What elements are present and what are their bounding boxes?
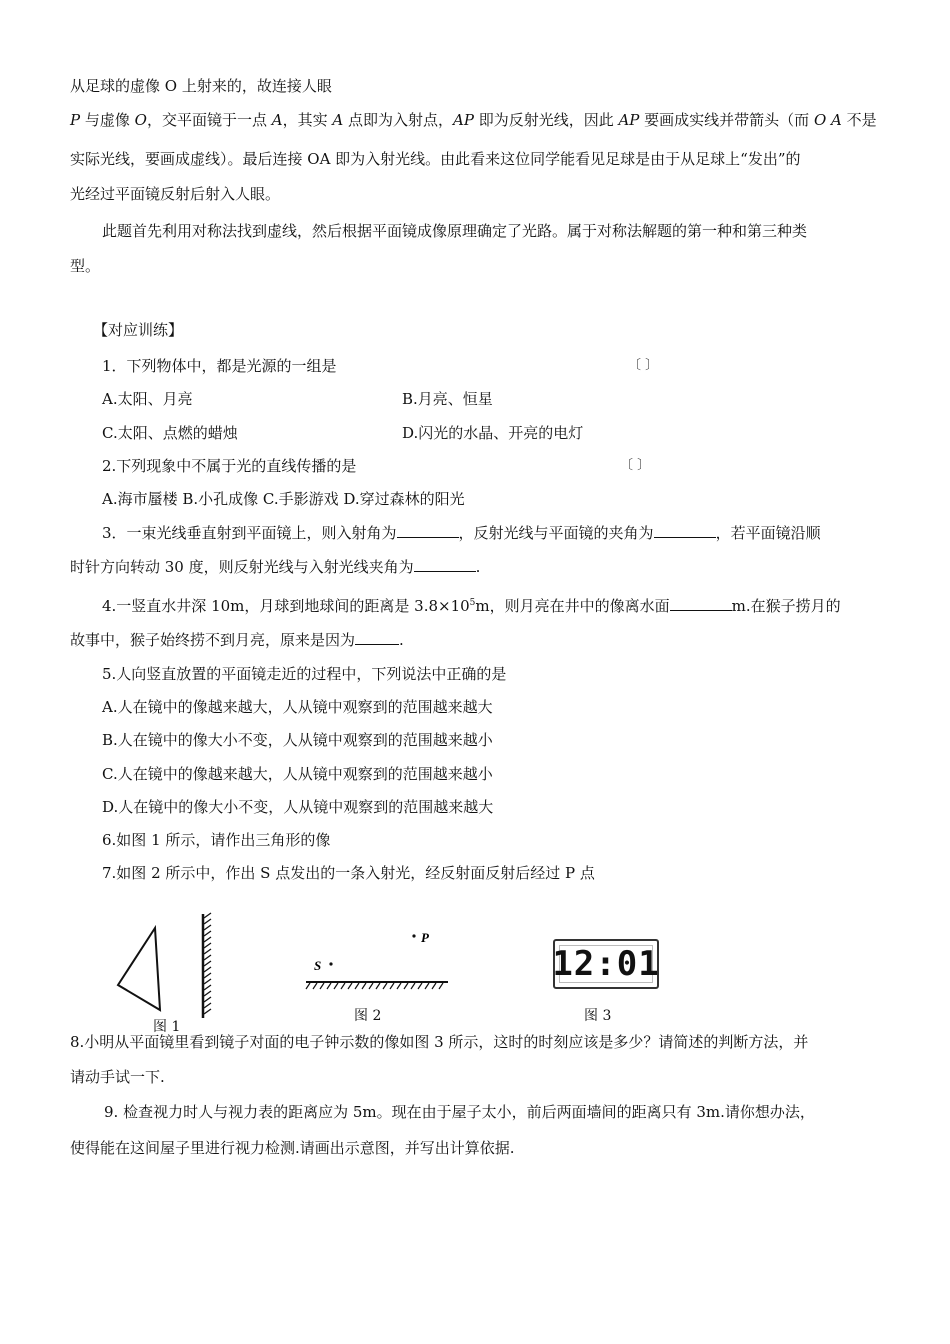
q8-line-2: 请动手试一下. <box>70 1068 165 1086</box>
intro-line-3: 实际光线，要画成虚线）。最后连接 OA 即为入射光线。由此看来这位同学能看见足球是由于从足球上“发出”的 <box>70 150 801 168</box>
answer-blank[interactable] <box>397 523 459 538</box>
text: 点即为入射点， <box>343 111 453 129</box>
text: m.在猴子捞月的 <box>731 597 841 615</box>
q3-line-2 <box>70 557 480 577</box>
text: 不是 <box>841 111 877 129</box>
intro-line-1: 从足球的虚像 O 上射来的，故连接人眼 <box>70 77 332 95</box>
var-a: A <box>271 111 283 129</box>
mirror-hatching <box>204 913 211 1014</box>
text: ，交平面镜于一点 <box>146 111 272 129</box>
q4-line-2 <box>70 630 404 650</box>
text: 3．一束光线垂直射到平面镜上，则入射角为 <box>102 524 397 542</box>
answer-blank[interactable] <box>654 523 716 538</box>
q1-option-a: A.太阳、月亮 <box>102 390 193 408</box>
q1-option-c: C.太阳、点燃的蜡烛 <box>102 424 238 442</box>
q2-stem: 2.下列现象中不属于光的直线传播的是 <box>102 457 357 475</box>
figure-1-caption: 图 1 <box>153 1019 181 1035</box>
intro-line-4: 光经过平面镜反射后射入人眼。 <box>70 185 281 203</box>
var-o: O <box>134 111 147 129</box>
var-ap: AP <box>452 111 474 129</box>
triangle <box>118 928 160 1010</box>
q4-line-1 <box>102 593 841 616</box>
answer-blank[interactable] <box>670 596 732 611</box>
q8-line-1: 8.小明从平面镜里看到镜子对面的电子钟示数的像如图 3 所示，这时的时刻应该是多少？请简述的判断方法，并 <box>70 1033 809 1051</box>
figure-1 <box>110 910 220 1020</box>
text: ，反射光线与平面镜的夹角为 <box>458 524 654 542</box>
q9-line-2: 使得能在这间屋子里进行视力检测.请画出示意图，并写出计算依据. <box>70 1139 515 1157</box>
intro-line-6: 型。 <box>70 257 101 275</box>
q5-option-b: B.人在镜中的像大小不变，人从镜中观察到的范围越来越小 <box>102 731 493 749</box>
point-p-label: P <box>421 930 429 945</box>
q9-line-1: 9. 检查视力时人与视力表的距离应为 5m。现在由于屋子太小，前后两面墙间的距离只有 3m.请你想办法， <box>104 1103 815 1121</box>
text: . <box>475 558 481 576</box>
q5-option-d: D.人在镜中的像大小不变，人从镜中观察到的范围越来越大 <box>102 798 494 816</box>
answer-blank[interactable] <box>414 557 476 572</box>
figure-2-caption: 图 2 <box>354 1008 382 1024</box>
surface-hatching <box>306 983 443 989</box>
text: 即为反射光线，因此 <box>473 111 619 129</box>
answer-blank[interactable] <box>355 630 399 645</box>
q1-bracket: 〔 〕 <box>628 358 659 373</box>
intro-line-2 <box>70 110 877 130</box>
text: ，若平面镜沿顺 <box>715 524 821 542</box>
q3-line-1 <box>102 523 821 543</box>
text: . <box>399 631 404 649</box>
q7: 7.如图 2 所示中，作出 S 点发出的一条入射光，经反射面反射后经过 P 点 <box>102 864 595 882</box>
q1-stem: 1．下列物体中，都是光源的一组是 <box>102 357 337 375</box>
text: 时针方向转动 30 度，则反射光线与入射光线夹角为 <box>70 558 414 576</box>
var-p: P <box>70 111 81 129</box>
text: 4.一竖直水井深 10m，月球到地球间的距离是 3.8×10 <box>102 597 470 615</box>
text: 与虚像 <box>80 111 135 129</box>
clock-digits: 12:01 <box>552 944 660 984</box>
var-ap: AP <box>618 111 640 129</box>
q5-stem: 5.人向竖直放置的平面镜走近的过程中，下列说法中正确的是 <box>102 665 507 683</box>
q1-option-b: B.月亮、恒星 <box>402 390 493 408</box>
q1-option-d: D.闪光的水晶、开亮的电灯 <box>402 424 584 442</box>
point-s <box>329 962 332 965</box>
exponent: 5 <box>469 598 476 608</box>
q2-bracket: 〔 〕 <box>620 458 651 473</box>
var-a: A <box>332 111 344 129</box>
text: m，则月亮在井中的像离水面 <box>475 597 670 615</box>
section-title: 【对应训练】 <box>93 321 184 339</box>
q2-options: A.海市蜃楼 B.小孔成像 C.手影游戏 D.穿过森林的阳光 <box>102 490 465 508</box>
q5-option-a: A.人在镜中的像越来越大，人从镜中观察到的范围越来越大 <box>102 698 493 716</box>
point-s-label: S <box>314 958 322 973</box>
intro-line-5: 此题首先利用对称法找到虚线，然后根据平面镜成像原理确定了光路。属于对称法解题的第一种和第三种类 <box>102 222 808 240</box>
figure-3-caption: 图 3 <box>584 1008 612 1024</box>
text: 要画成实线并带箭头（而 <box>639 111 814 129</box>
q5-option-c: C.人在镜中的像越来越大，人从镜中观察到的范围越来越小 <box>102 765 493 783</box>
point-p <box>412 934 415 937</box>
figure-2 <box>300 925 460 1000</box>
text: ，其实 <box>282 111 333 129</box>
var-oa: O A <box>813 111 842 129</box>
q6: 6.如图 1 所示，请作出三角形的像 <box>102 831 331 849</box>
clock-display <box>552 944 660 984</box>
text: 故事中，猴子始终捞不到月亮，原来是因为 <box>70 631 356 649</box>
figure-3-clock <box>553 939 659 989</box>
